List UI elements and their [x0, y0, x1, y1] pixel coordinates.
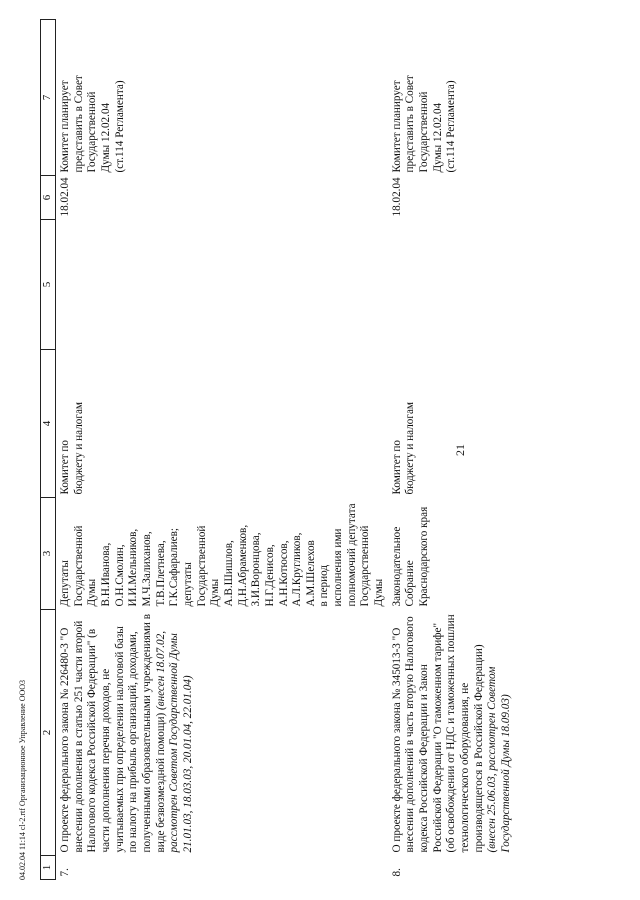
committee-cell: Комитет по бюджету и налогам: [390, 402, 417, 495]
column-header: 7: [41, 20, 56, 176]
column-header: 6: [41, 176, 56, 220]
column-header: 4: [41, 350, 56, 498]
column-5-cell: [56, 220, 389, 350]
date-cell: 18.02.04: [390, 177, 403, 217]
column-number-row: [41, 20, 56, 880]
document-page: [40, 20, 600, 880]
initiator-cell: Законодательное Собрание Краснодарского края: [390, 506, 431, 607]
bill-register-table: [40, 19, 516, 880]
bill-title: О проекте федерального закона № 345013-3 "О внесении дополнений в часть вторую Налогового кодекса Российской Федерации и Закон Российской Федерации "О таможенном тарифе" (об освобождении от НДС и таможенных пошлин технологического оборудования, не производящегося в Российской Федерации): [390, 614, 485, 853]
table-row: [56, 20, 389, 880]
page-number: 21: [453, 444, 467, 456]
bill-title-cell: [56, 610, 389, 856]
row-number: 8.: [390, 868, 403, 877]
column-header: 2: [41, 610, 56, 856]
bill-status: (внесен 18.07.02, рассмотрен Советом Государственной Думы 21.01.03, 18.03.03, 20.01.04, 22.01.04): [154, 630, 194, 853]
print-footer: 04.02.04 11:14 cl-2.rtf Организационное Управление ООО3: [18, 679, 27, 880]
bill-status: (внесен 25.06.03, рассмотрен Советом Государственной Думы 18.09.03): [486, 666, 512, 853]
committee-cell: Комитет по бюджету и налогам: [59, 402, 85, 495]
column-header: 1: [41, 856, 56, 880]
column-header: 3: [41, 498, 56, 610]
note-cell: Комитет планирует представить в Совет Государственной Думы 12.02.04 (ст.114 Регламента): [59, 75, 126, 173]
note-cell: Комитет планирует представить в Совет Государственной Думы 12.02.04 (ст.114 Регламента): [390, 75, 458, 173]
initiator-cell: Депутаты Государственной Думы В.Н.Иванова, О.Н.Смолин, И.И.Мельников, М.Ч.Залиханов, Т.В.Плетнева, Г.К.Сафаралиев; депутаты Государственной Думы А.В.Шишлов, Д.Н.Абраменков, З.И.Воронцова, Н.Г.Денисов, А.Н.Котюсов, А.Л.Кругликов, А.М.Шелехов в период исполнения ими полномочий депутата Государственной Думы: [59, 503, 386, 607]
row-number: 7.: [59, 868, 71, 877]
column-header: 5: [41, 220, 56, 350]
date-cell: 18.02.04: [59, 177, 71, 217]
bill-title: О проекте федерального закона № 226480-3 "О внесении дополнения в статью 251 части второй Налогового кодекса Российской Федерации" (в части дополнения перечня доходов, не учитываемых при определении налоговой базы по налогу на прибыль организаций, доходами, полученными образовательными учреждениями в виде безвозмездной помощи): [59, 614, 167, 853]
